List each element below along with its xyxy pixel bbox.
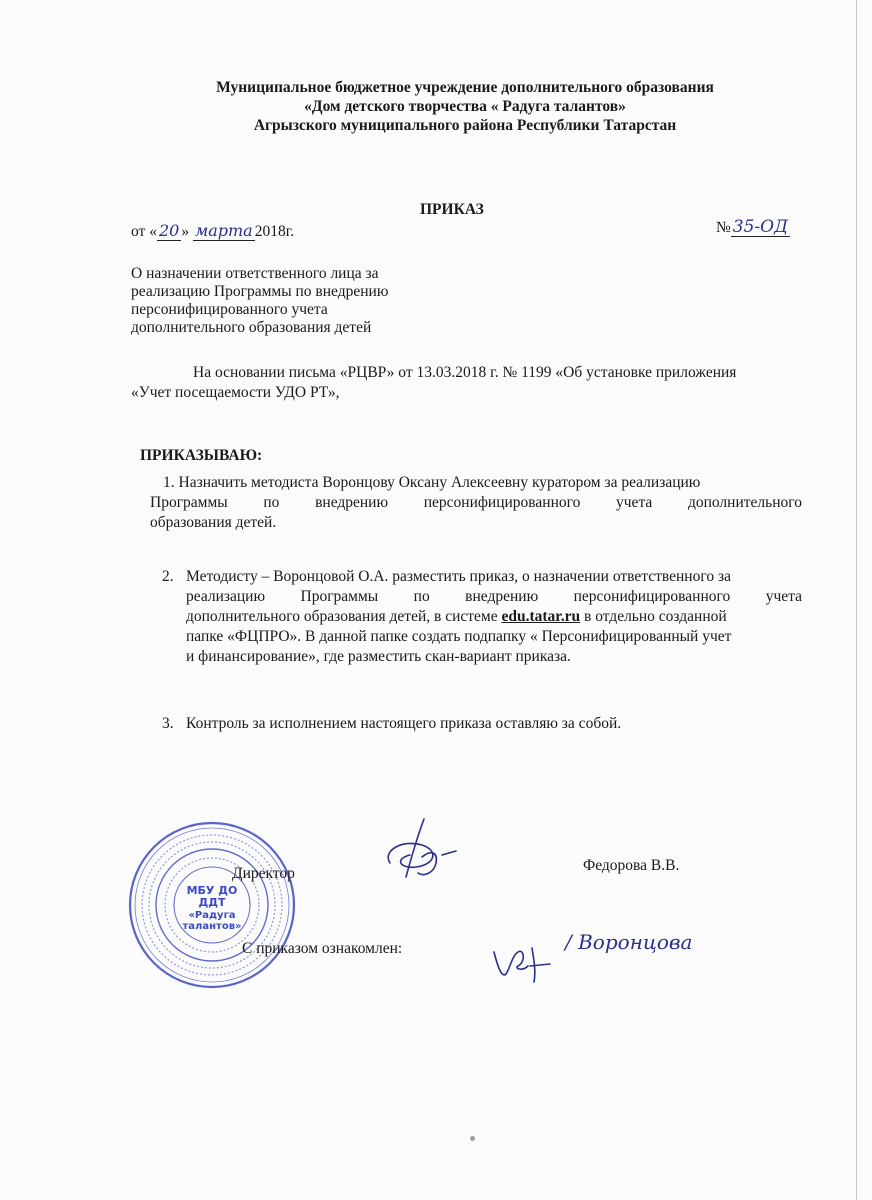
scan-speck: [470, 1136, 475, 1141]
basis-line-1: На основании письма «РЦВР» от 13.03.2018 г. № 1199 «Об установке приложения: [193, 364, 737, 381]
item1-word: персонифицированного: [423, 494, 581, 511]
acknowledged-handwritten-name: / Воронцова: [565, 930, 693, 954]
item1-word: внедрению: [315, 494, 389, 511]
header-line-3: Агрызского муниципального района Республики Татарстан: [253, 117, 677, 134]
item2-word: по: [413, 588, 430, 605]
item2-line-3-before: дополнительного образования детей, в системе: [186, 608, 502, 625]
header-line-2: «Дом детского творчества « Радуга талантов»: [304, 98, 626, 115]
stamp-center-line-4: талантов»: [182, 921, 242, 932]
order-subject: [131, 265, 388, 337]
stamp-center-line-2: ДДТ: [198, 896, 226, 909]
official-stamp: [127, 820, 297, 990]
edu-tatar-link[interactable]: edu.tatar.ru: [501, 608, 581, 625]
item2-line-2: [186, 587, 802, 607]
number-prefix: №: [716, 219, 731, 236]
order-number: [716, 218, 790, 237]
acknowledged-surname: Воронцова: [578, 930, 693, 954]
item2-line-4: папке «ФЦПРО». В данной папке создать подпапку « Персонифицированный учет: [186, 628, 732, 645]
date-mid: »: [181, 223, 190, 240]
scan-edge-line: [856, 0, 857, 1200]
order-item-3: Контроль за исполнением настоящего приказа оставляю за собой.: [186, 715, 622, 732]
item1-word: по: [263, 494, 280, 511]
item1-line-1: 1. Назначить методиста Воронцову Оксану Алексеевну куратором за реализацию: [163, 474, 701, 491]
subject-line-4: дополнительного образования детей: [131, 319, 372, 336]
item2-line-3-after: в отдельно созданной: [580, 608, 727, 625]
signature-position: Директор: [232, 865, 295, 882]
date-year: 2018г.: [254, 223, 295, 240]
item2-word: внедрению: [465, 588, 539, 605]
order-item-2: [186, 567, 802, 667]
item2-number: 2.: [162, 568, 174, 585]
item1-line-2: [150, 493, 802, 513]
stamp-center-line-1: МБУ ДО: [186, 884, 238, 897]
item1-line-3: образования детей.: [150, 514, 277, 531]
stamp-center-line-3: «Радуга: [188, 910, 236, 921]
order-item-1: [150, 473, 802, 533]
organization-header: [0, 78, 872, 135]
header-line-1: Муниципальное бюджетное учреждение дополнительного образования: [216, 79, 714, 96]
date-prefix: от «: [131, 223, 157, 240]
subject-line-1: О назначении ответственного лица за: [131, 265, 379, 282]
acknowledged-label: С приказом ознакомлен:: [242, 940, 403, 957]
order-title: ПРИКАЗ: [420, 201, 484, 218]
director-name: Федорова В.В.: [583, 857, 680, 874]
number-value: 35-ОД: [732, 217, 788, 237]
item2-word: Программы: [300, 588, 379, 605]
item2-word: реализацию: [186, 588, 266, 605]
item2-word: учета: [765, 588, 802, 605]
order-command: ПРИКАЗЫВАЮ:: [140, 447, 263, 464]
date-day: 20: [158, 221, 180, 240]
item1-word: дополнительного: [687, 494, 802, 511]
item2-line-1: Методисту – Воронцовой О.А. разместить приказ, о назначении ответственного за: [186, 568, 731, 585]
subject-line-2: реализацию Программы по внедрению: [131, 283, 389, 300]
order-basis: [131, 363, 736, 403]
item2-word: персонифицированного: [573, 588, 731, 605]
item1-word: Программы: [150, 494, 228, 511]
item3-number: 3.: [162, 715, 174, 732]
basis-line-2: «Учет посещаемости УДО РТ»,: [131, 384, 340, 401]
item2-line-3: [186, 607, 802, 627]
director-signature: [372, 815, 472, 895]
subject-line-3: персонифицированного учета: [131, 301, 328, 318]
item1-word: учета: [616, 494, 653, 511]
acknowledged-signature: [488, 938, 558, 988]
item2-line-5: и финансирование», где разместить скан-вариант приказа.: [186, 648, 571, 665]
order-date: [131, 222, 294, 241]
date-month: марта: [194, 221, 253, 240]
